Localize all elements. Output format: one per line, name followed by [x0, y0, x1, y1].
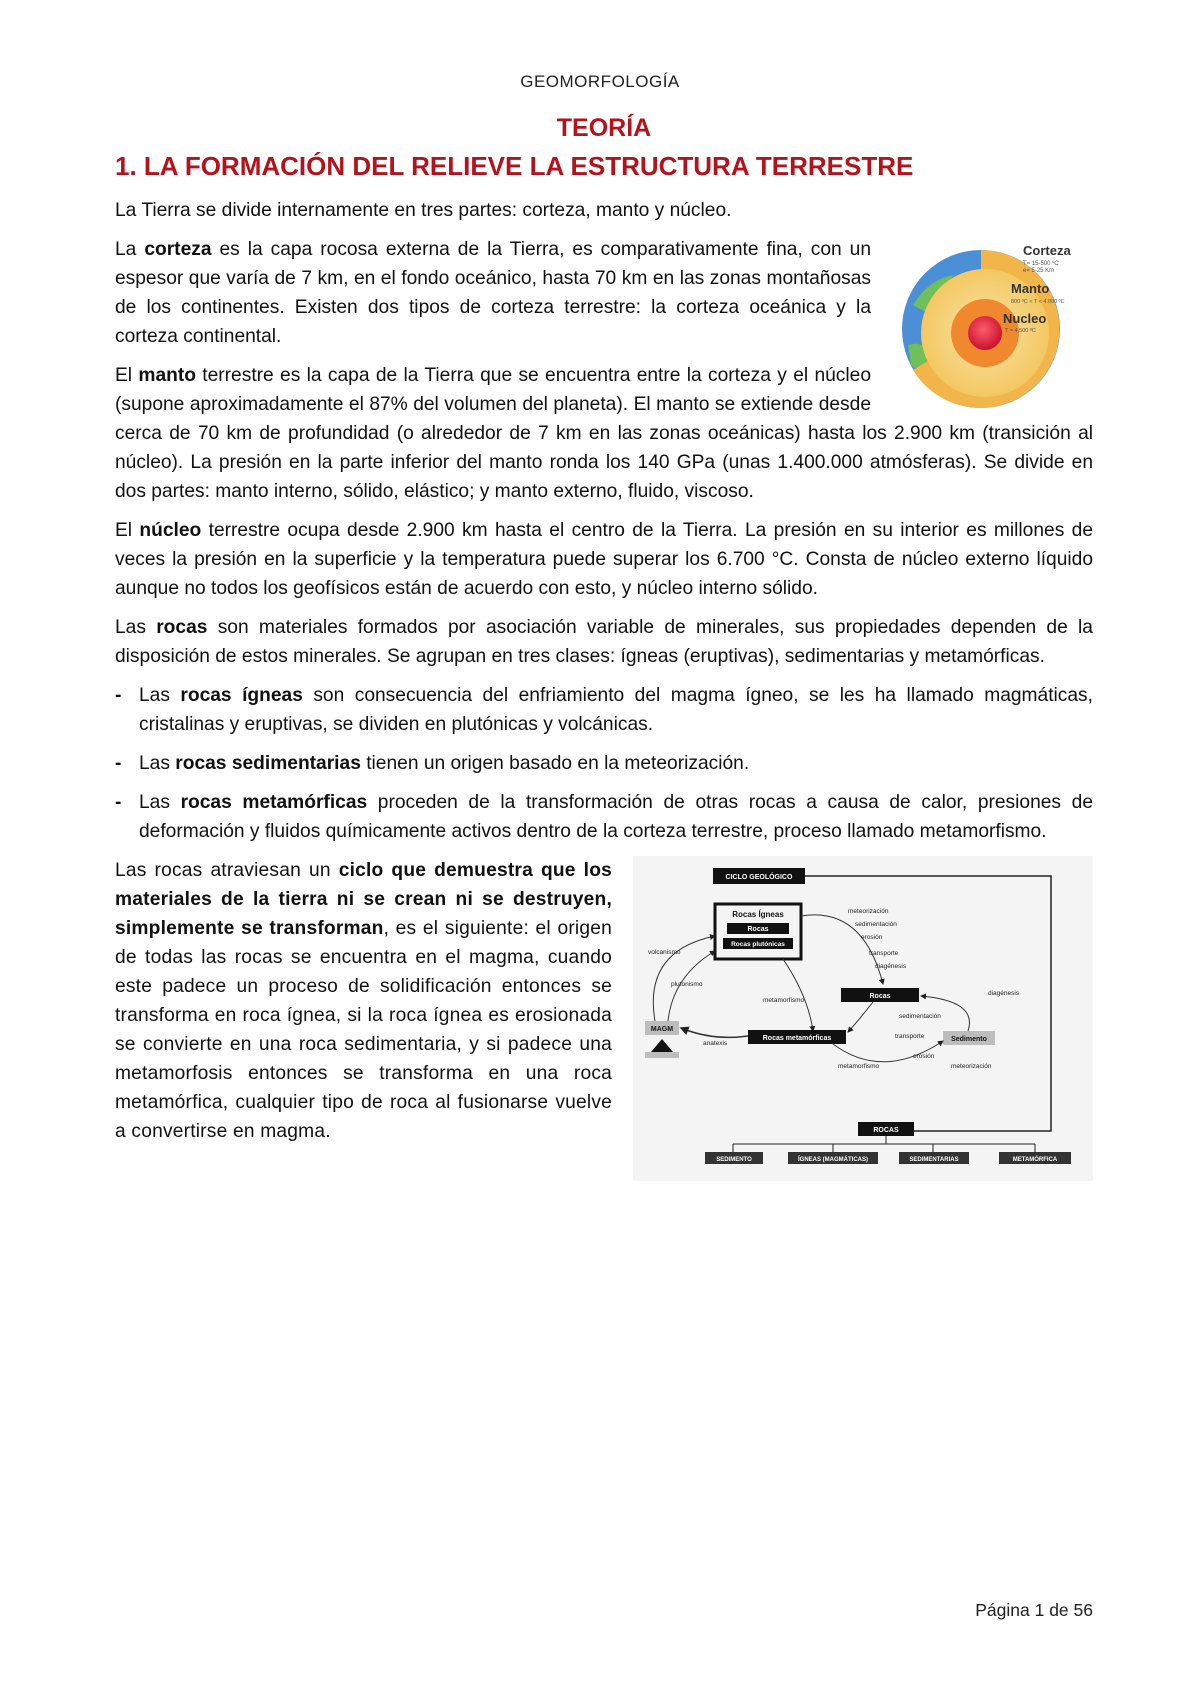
teoria-heading: TEORÍA — [556, 114, 652, 142]
diagram-rocas-bottom: ROCAS — [873, 1127, 899, 1134]
diagram-metamorfismo2: metamorfismo — [838, 1063, 880, 1070]
diagram-rocas-metamorficas: Rocas metamórficas — [762, 1035, 832, 1042]
cycle-paragraph — [115, 856, 612, 1146]
nucleo-text: terrestre ocupa desde 2.900 km hasta el centro de la Tierra. La presión en su interior es millones de veces la presión en la superficie y la temperatura puede superar los 6.700 °C. Consta de núcleo externo líquido aunque no todos los geofísicos están de acuerdo con esto, y núcleo interno sólido. — [115, 520, 1093, 599]
list-item-pre: Las — [139, 792, 181, 813]
diagram-erosion2: erosión — [913, 1053, 935, 1060]
label-corteza: Corteza — [1023, 243, 1071, 258]
magma-up-arrow-base — [645, 1052, 679, 1058]
diagram-rocas: Rocas — [747, 926, 769, 933]
list-item — [115, 749, 1093, 778]
rocas-paragraph — [115, 613, 1093, 671]
diagram-erosion: erosión — [861, 934, 883, 941]
label-corteza-e: e= 5-25 Km — [1023, 268, 1055, 274]
list-dash: - — [115, 753, 122, 774]
diagram-magma: MAGM — [650, 1026, 674, 1033]
list-item-text: son consecuencia del enfriamiento del magma ígneo, se les ha llamado magmáticas, cristalinas y eruptivas, se dividen en plutónicas y volcánicas. — [139, 685, 1093, 735]
cycle-term: ciclo que demuestra que los materiales de la tierra ni se crean ni se destruyen, simplemente se transforman — [115, 860, 612, 939]
label-nucleo-t: T = 4.500 ºC — [1005, 328, 1036, 334]
diagram-volcanismo: volcanismo — [648, 949, 681, 956]
label-manto-t: 800 ºC < T < 4.000 ºC — [1011, 299, 1065, 305]
list-item-text: tienen un origen basado en la meteorización. — [360, 753, 750, 774]
diagram-anatexis: anatexis — [703, 1040, 728, 1047]
manto-term: manto — [138, 365, 196, 386]
label-nucleo: Nucleo — [1003, 311, 1047, 326]
page-content — [115, 114, 1093, 1181]
cycle-pre: Las rocas atraviesan un — [115, 860, 339, 881]
diagram-meteorizacion2: meteorización — [951, 1063, 992, 1070]
list-item — [115, 788, 1093, 846]
page-number: Página 1 de 56 — [975, 1600, 1093, 1620]
list-item — [115, 681, 1093, 739]
section-title: 1. LA FORMACIÓN DEL RELIEVE LA ESTRUCTURA TERRESTRE — [115, 151, 914, 181]
diagram-metamorfica-box: METAMÓRFICA — [1012, 1157, 1058, 1163]
intro-paragraph: La Tierra se divide internamente en tres partes: corteza, manto y núcleo. — [115, 200, 732, 221]
diagram-rocas-mid: Rocas — [869, 993, 891, 1000]
nucleo-term: núcleo — [139, 520, 202, 541]
list-item-text: proceden de la transformación de otras rocas a causa de calor, presiones de deformación y fluidos químicamente activos dentro de la corteza terrestre, proceso llamado metamorfismo. — [139, 792, 1093, 842]
rocas-term: rocas — [156, 617, 208, 638]
diagram-meteorizacion: meteorización — [848, 908, 889, 915]
list-item-term: rocas metamórficas — [180, 792, 368, 813]
rock-types-list — [115, 681, 1093, 846]
list-item-term: rocas sedimentarias — [175, 753, 361, 774]
manto-pre: El — [115, 365, 139, 386]
corteza-text: es la capa rocosa externa de la Tierra, es comparativamente fina, con un espesor que varía de 7 km, en el fondo oceánico, hasta 70 km en las zonas montañosas de los continentes. Existen dos tipos de corteza terrestre: la corteza oceánica y la corteza continental. — [115, 239, 871, 347]
diagram-title: CICLO GEOLÓGICO — [725, 874, 793, 881]
manto-text: terrestre es la capa de la Tierra que se encuentra entre la corteza y el núcleo (supone aproximadamente el 87% del volumen del planeta). El manto se extiende desde cerca de 70 km de profundidad (o alrededor de 7 km en las zonas oceánicas) hasta los 2.900 km (transición al núcleo). La presión en la parte inferior del manto ronda los 140 GPa (unas 1.400.000 atmósferas). Se divide en dos partes: manto interno, sólido, elástico; y manto externo, fluido, viscoso. — [115, 365, 1093, 502]
rocas-text: son materiales formados por asociación variable de minerales, sus propiedades dependen de la disposición de estos minerales. Se agrupan en tres clases: ígneas (eruptivas), sedimentarias y metamórficas. — [115, 617, 1093, 667]
diagram-igneas-box: ÍGNEAS (MAGMÁTICAS) — [798, 1157, 868, 1163]
diagram-sedimento-box: SEDIMENTO — [716, 1157, 752, 1163]
corteza-pre: La — [115, 239, 145, 260]
diagram-diagenesis: diagénesis — [875, 963, 907, 970]
cycle-section — [115, 856, 1093, 1181]
diagram-transporte2: transporte — [895, 1033, 925, 1040]
diagram-sedimentacion2: sedimentación — [899, 1013, 941, 1020]
diagram-transporte: transporte — [869, 950, 899, 957]
earth-layers-figure — [883, 235, 1093, 410]
corteza-term: corteza — [144, 239, 212, 260]
diagram-metamorfismo: metamorfismo — [763, 997, 805, 1004]
list-dash: - — [115, 792, 122, 813]
diagram-rocas-igneas: Rocas Ígneas — [732, 910, 784, 919]
diagram-sedimento: Sedimento — [951, 1036, 987, 1043]
list-item-pre: Las — [139, 685, 181, 706]
nucleo-paragraph — [115, 516, 1093, 603]
geological-cycle-diagram — [633, 856, 1093, 1181]
running-header: GEOMORFOLOGÍA — [520, 72, 680, 91]
list-item-term: rocas ígneas — [180, 685, 303, 706]
label-manto: Manto — [1011, 281, 1050, 296]
diagram-sedimentarias-box: SEDIMENTARIAS — [909, 1157, 959, 1163]
list-item-pre: Las — [139, 753, 176, 774]
diagram-sedimentacion: sedimentación — [855, 921, 897, 928]
earth-inner-core — [968, 316, 1002, 350]
diagram-rocas-plutonicas: Rocas plutónicas — [731, 941, 785, 948]
diagram-plutonismo: plutonismo — [671, 981, 703, 988]
list-dash: - — [115, 685, 122, 706]
nucleo-pre: El — [115, 520, 140, 541]
rocas-pre: Las — [115, 617, 157, 638]
label-corteza-t: T= 15-500 ºC — [1023, 261, 1059, 267]
cycle-text: , es el siguiente: el origen de todas las rocas se encuentra en el magma, cuando este padece un proceso de solidificación entonces se transforma en roca ígnea, si la roca ígnea es erosionada se convierte en una roca sedimentaria, y si padece una metamorfosis entonces se transforma en una roca metamórfica, cualquier tipo de roca al fusionarse vuelve a convertirse en magma. — [115, 918, 613, 1142]
diagram-diagenesis2: diagénesis — [988, 990, 1020, 997]
